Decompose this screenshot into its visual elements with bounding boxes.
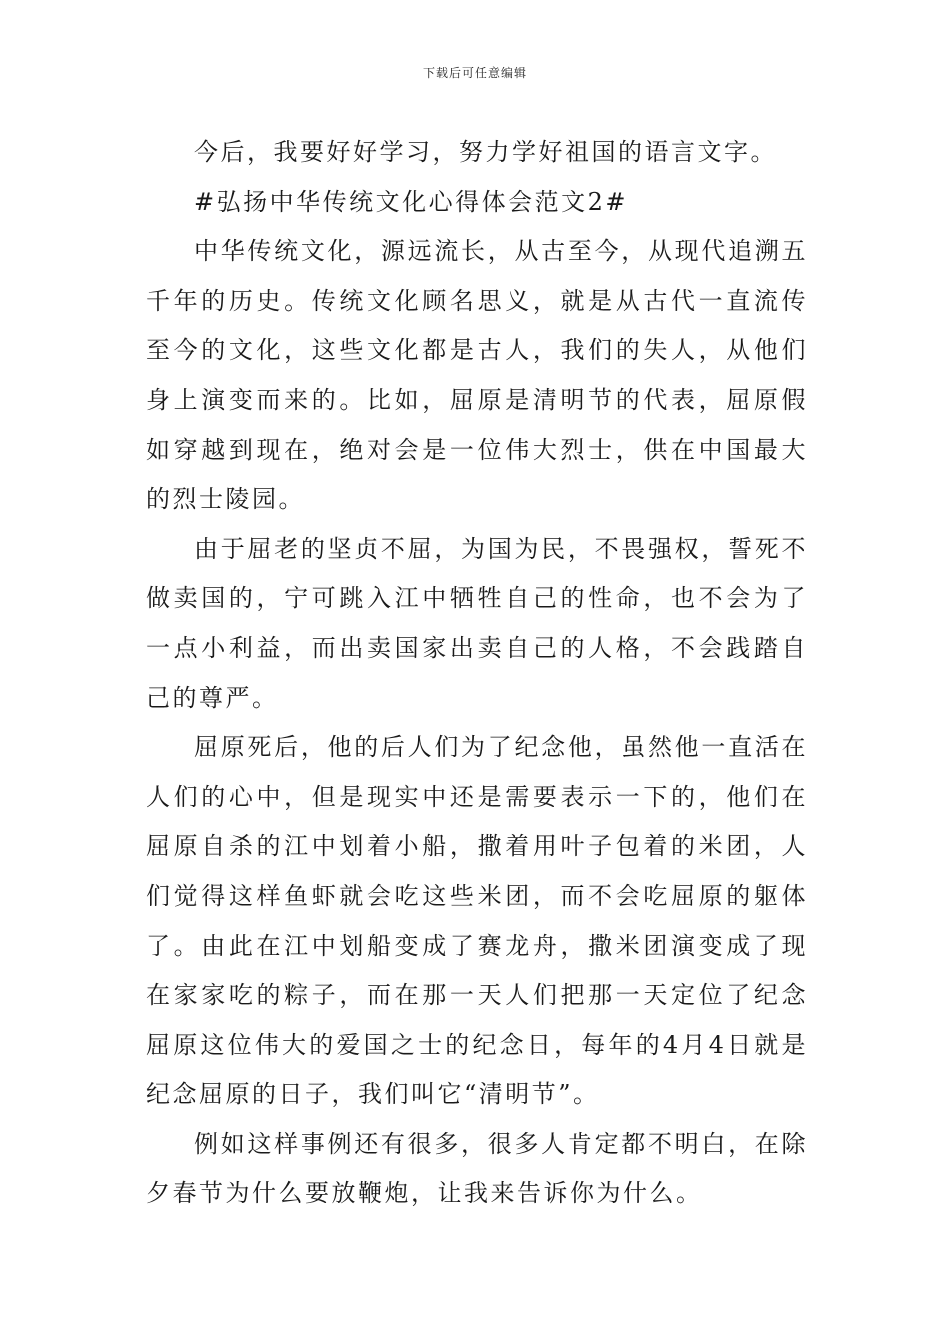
header-note: 下载后可任意编辑 — [422, 66, 527, 80]
document-body — [146, 128, 808, 1219]
paragraph: 由于屈老的坚贞不屈，为国为民，不畏强权，誓死不做卖国的，宁可跳入江中牺牲自己的性命，也不会为了一点小利益，而出卖国家出卖自己的人格，不会践踏自己的尊严。 — [146, 534, 808, 712]
paragraph: 例如这样事例还有很多，很多人肯定都不明白，在除夕春节为什么要放鞭炮，让我来告诉你为什么。 — [146, 1129, 808, 1208]
paragraph: 中华传统文化，源远流长，从古至今，从现代追溯五千年的历史。传统文化顾名思义，就是从古代一直流传至今的文化，这些文化都是古人，我们的失人，从他们身上演变而来的。比如，屈原是清明节的代表，屈原假如穿越到现在，绝对会是一位伟大烈士，供在中国最大的烈士陵园。 — [146, 237, 808, 514]
section-heading: #弘扬中华传统文化心得体会范文2# — [194, 187, 628, 216]
paragraph: 屈原死后，他的后人们为了纪念他，虽然他一直活在人们的心中，但是现实中还是需要表示一下的，他们在屈原自杀的江中划着小船，撒着用叶子包着的米团，人们觉得这样鱼虾就会吃这些米团，而不会吃屈原的躯体了。由此在江中划船变成了赛龙舟，撒米团演变成了现在家家吃的粽子，而在那一天人们把那一天定位了纪念屈原这位伟大的爱国之士的纪念日，每年的4月4日就是纪念屈原的日子，我们叫它“清明节”。 — [146, 733, 808, 1109]
paragraph: 今后，我要好好学习，努力学好祖国的语言文字。 — [194, 138, 777, 166]
